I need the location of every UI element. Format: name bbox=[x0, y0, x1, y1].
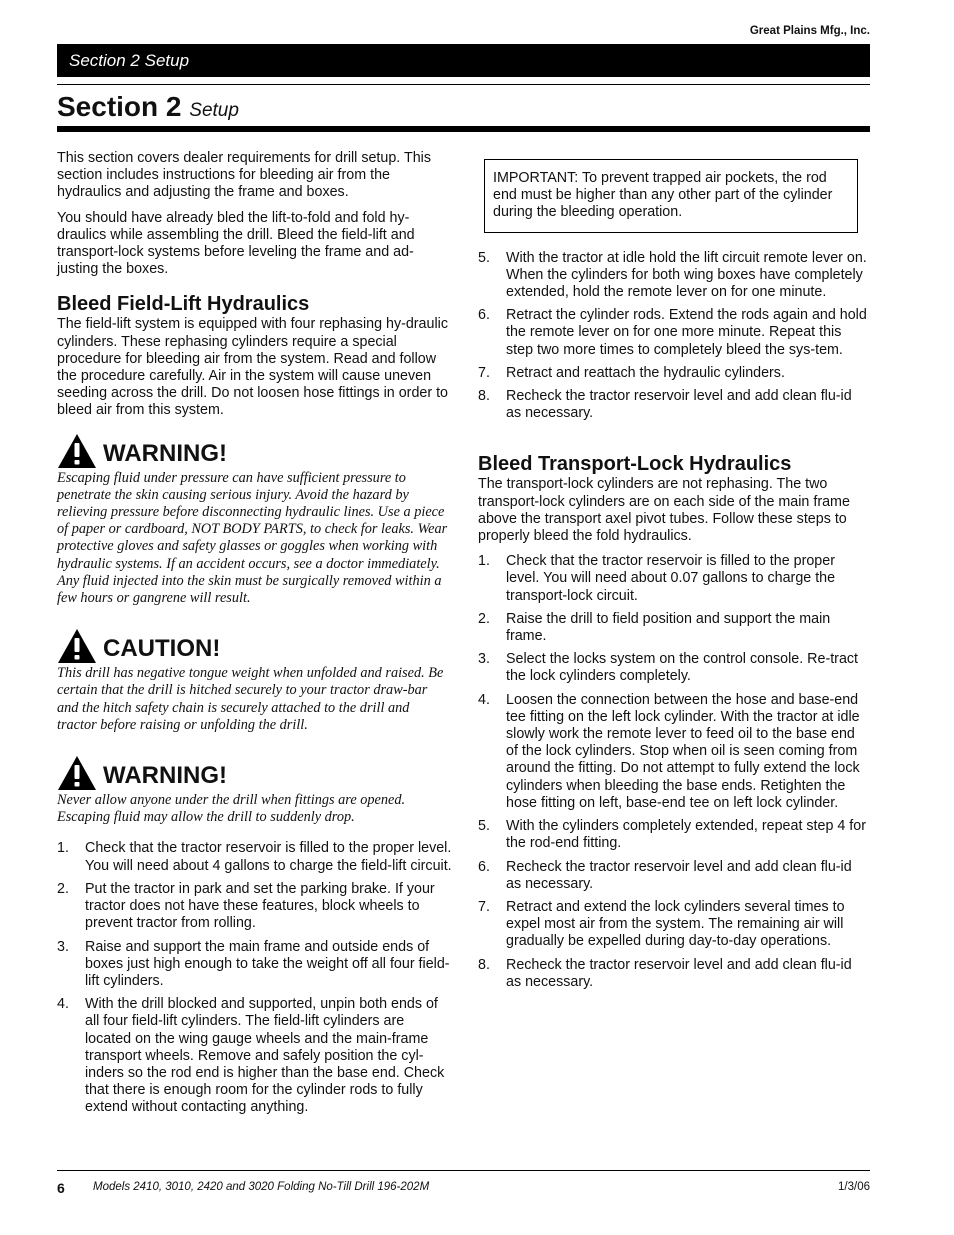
step-number: 5. bbox=[478, 818, 490, 835]
step-number: 2. bbox=[57, 880, 69, 897]
caution-label: CAUTION! bbox=[103, 635, 221, 663]
step-text: Put the tractor in park and set the parking brake. If your tractor does not have these features, block wheels to prevent tractor from rolling. bbox=[85, 880, 435, 932]
step-text: With the drill blocked and supported, unpin both ends of all four field-lift cylinders. The field-lift cylinders are located on the wing gauge wheels and the main-frame transport wheels. Remove and safely position the cyl-inders so the rod end is higher than the base end. Check that there is enough room for the cylinder rods to fully extend without contacting anything. bbox=[85, 996, 445, 1116]
field-lift-steps bbox=[57, 840, 452, 1116]
list-item bbox=[478, 388, 868, 422]
field-lift-steps-continued bbox=[478, 250, 868, 423]
step-text: Retract and reattach the hydraulic cylinders. bbox=[506, 364, 785, 381]
list-item bbox=[478, 365, 868, 382]
thick-rule bbox=[57, 126, 870, 132]
step-number: 1. bbox=[57, 840, 69, 857]
right-column bbox=[478, 150, 868, 997]
step-text: Recheck the tractor reservoir level and add clean flu-id as necessary. bbox=[506, 956, 852, 990]
list-item bbox=[478, 553, 868, 605]
step-text: Raise the drill to field position and support the main frame. bbox=[506, 610, 831, 645]
step-number: 7. bbox=[478, 364, 490, 381]
transport-lock-heading: Bleed Transport-Lock Hydraulics bbox=[478, 453, 792, 476]
left-column bbox=[57, 150, 452, 1123]
transport-lock-body: The transport-lock cylinders are not rephasing. The two transport-lock cylinders are on each side of the main frame above the transport axel pivot tubes. Follow these steps to properly bleed the fold hydraulics. bbox=[478, 476, 850, 545]
warning-text: Never allow anyone under the drill when fittings are opened. Escaping fluid may allow the drill to suddenly drop. bbox=[57, 792, 406, 826]
footer-model: Models 2410, 3010, 2420 and 3020 Folding No-Till Drill 196-202M bbox=[93, 1181, 430, 1193]
intro-paragraph-1: This section covers dealer requirements for drill setup. This section includes instructions for bleeding air from the hydraulics and adjusting the frame and boxes. bbox=[57, 150, 431, 201]
thin-rule bbox=[57, 84, 870, 85]
list-item bbox=[478, 692, 868, 812]
list-item bbox=[57, 881, 452, 933]
list-item bbox=[478, 651, 868, 685]
warning-triangle-icon bbox=[57, 433, 97, 469]
page-title bbox=[57, 90, 239, 128]
warning-triangle-icon bbox=[57, 755, 97, 791]
list-item bbox=[57, 996, 452, 1116]
section-bar: Section 2 Setup bbox=[57, 44, 870, 77]
step-text: Loosen the connection between the hose and base-end tee fitting on the left lock cylinder. With the tractor at idle slowly work the remote lever to feed oil to the base end of the lock cylinders. Stop when oil is seen coming from around the fitting. Do not attempt to fully extend the lock cylinders when bleeding the base ends. Retighten the hose fitting on left, base-end tee on left lock cylinder. bbox=[506, 691, 860, 811]
list-item bbox=[478, 818, 868, 852]
list-item bbox=[478, 957, 868, 991]
list-item bbox=[478, 899, 868, 951]
page-number: 6 bbox=[57, 1180, 65, 1196]
page-title-main: Section 2 bbox=[57, 91, 182, 122]
step-number: 6. bbox=[478, 858, 490, 875]
step-text: Recheck the tractor reservoir level and add clean flu-id as necessary. bbox=[506, 388, 852, 422]
step-number: 7. bbox=[478, 898, 490, 915]
step-text: Retract the cylinder rods. Extend the rods again and hold the remote lever on for one more minute. Repeat this step two more times to completely bleed the sys-tem. bbox=[506, 307, 867, 358]
step-text: Check that the tractor reservoir is filled to the proper level. You will need about 4 gallons to charge the field-lift circuit. bbox=[85, 840, 452, 874]
step-text: Raise and support the main frame and outside ends of boxes just high enough to take the weight off all four field-lift cylinders. bbox=[85, 938, 450, 989]
warning-label: WARNING! bbox=[103, 762, 227, 790]
caution-triangle-icon bbox=[57, 628, 97, 664]
step-number: 4. bbox=[57, 996, 69, 1013]
list-item bbox=[478, 859, 868, 893]
intro-paragraph-2: You should have already bled the lift-to-fold and fold hy-draulics while assembling the drill. Bleed the field-lift and transport-lock systems before leveling the frame and ad-justing the boxes. bbox=[57, 209, 415, 278]
step-text: Check that the tractor reservoir is filled to the proper level. You will need about 0.07 gallons to charge the transport-lock circuit. bbox=[506, 553, 836, 604]
transport-lock-steps bbox=[478, 553, 868, 991]
list-item bbox=[57, 939, 452, 991]
warning-text: Escaping fluid under pressure can have sufficient pressure to penetrate the skin causing serious injury. Avoid the hazard by relieving pressure before disconnecting hydraulic lines. Use a piece of paper or cardboard, NOT BODY PARTS, to check for leaks. Wear protective gloves and safety glasses or goggles when working with hydraulic systems. If an accident occurs, see a doctor immediately. Any fluid injected into the skin must be surgically removed within a few hours or gangrene will result. bbox=[57, 469, 448, 607]
caution-box bbox=[57, 627, 452, 734]
step-number: 3. bbox=[57, 938, 69, 955]
warning-label: WARNING! bbox=[103, 439, 227, 467]
step-number: 6. bbox=[478, 307, 490, 324]
list-item bbox=[478, 250, 868, 302]
field-lift-body: The field-lift system is equipped with four rephasing hy-draulic cylinders. These rephasing cylinders require a special procedure for bleeding air from the system. Read and follow the procedure carefully. Air in the system will cause uneven seeding across the drill. Do not loosen hose fittings in order to bleed air from this system. bbox=[57, 316, 449, 419]
important-note: IMPORTANT: To prevent trapped air pockets, the rod end must be higher than any other part of the cylinder during the bleeding operation. bbox=[484, 159, 858, 233]
field-lift-heading: Bleed Field-Lift Hydraulics bbox=[57, 293, 310, 316]
step-text: Select the locks system on the control console. Re-tract the lock cylinders completely. bbox=[506, 651, 859, 685]
company-name: Great Plains Mfg., Inc. bbox=[749, 25, 870, 37]
page-title-sub: Setup bbox=[189, 100, 239, 121]
step-number: 8. bbox=[478, 956, 490, 973]
step-number: 3. bbox=[478, 651, 490, 668]
list-item bbox=[57, 840, 452, 874]
warning-box-2 bbox=[57, 754, 452, 826]
warning-box-1 bbox=[57, 432, 452, 608]
step-number: 8. bbox=[478, 388, 490, 405]
step-text: With the cylinders completely extended, repeat step 4 for the rod-end fitting. bbox=[506, 818, 866, 852]
step-text: Retract and extend the lock cylinders several times to expel most air from the system. The remaining air will gradually be expelled during day-to-day operations. bbox=[506, 898, 845, 950]
step-number: 5. bbox=[478, 249, 490, 266]
footer-rule bbox=[57, 1170, 870, 1171]
step-number: 1. bbox=[478, 553, 490, 570]
step-number: 2. bbox=[478, 610, 490, 627]
step-text: With the tractor at idle hold the lift circuit remote lever on. When the cylinders for both wing boxes have completely extended, hold the remote lever on for one minute. bbox=[506, 249, 867, 301]
list-item bbox=[478, 307, 868, 359]
footer-date: 1/3/06 bbox=[838, 1181, 870, 1193]
caution-text: This drill has negative tongue weight when unfolded and raised. Be certain that the drill is hitched securely to your tractor draw-bar and the hitch safety chain is securely attached to the drill and tractor before raising or unfolding the drill. bbox=[57, 665, 444, 733]
step-number: 4. bbox=[478, 691, 490, 708]
step-text: Recheck the tractor reservoir level and add clean flu-id as necessary. bbox=[506, 858, 852, 892]
list-item bbox=[478, 611, 868, 645]
